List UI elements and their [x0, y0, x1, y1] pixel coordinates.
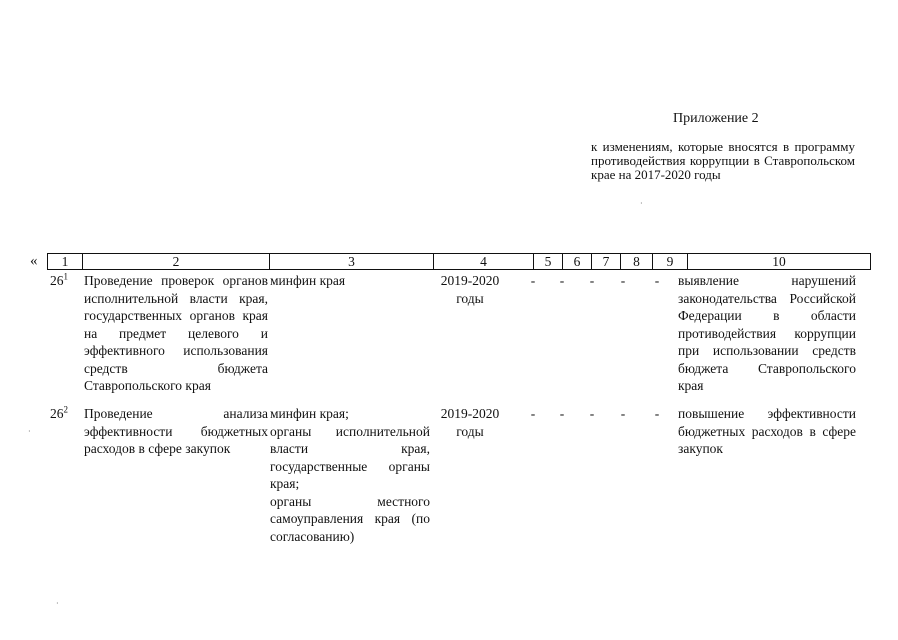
- appendix-subtitle: к изменениям, которые вносятся в программу противодействия коррупции в Ставропольском крае на 2017-2020 годы: [591, 139, 855, 182]
- column-header: 6: [562, 254, 591, 269]
- result-cell: выявление нарушений законодательства Российской Федерации в области противодействия коррупции при использовании средств бюджета Ставропольского края: [678, 273, 856, 393]
- column-header: 1: [61, 254, 69, 269]
- empty-value-dash: -: [530, 273, 536, 288]
- column-header: 2: [82, 254, 269, 269]
- result-cell: повышение эффективности бюджетных расходов в сфере закупок: [678, 406, 856, 456]
- table-header-row: [47, 253, 871, 270]
- empty-value-dash: -: [654, 273, 660, 288]
- column-header: 9: [652, 254, 687, 269]
- empty-value-dash: -: [620, 273, 626, 288]
- executor-cell: [270, 405, 430, 545]
- opening-quote: «: [30, 253, 38, 269]
- scan-speck: ·: [640, 199, 643, 208]
- executor-line: органы местного самоуправления края (по согласованию): [270, 493, 430, 544]
- empty-value-dash: -: [559, 273, 565, 288]
- column-header: 5: [533, 254, 562, 269]
- row-number: $26^2$: [50, 404, 68, 421]
- executor-line: минфин края: [270, 273, 346, 288]
- column-header: 3: [269, 254, 433, 269]
- column-header: 7: [591, 254, 620, 269]
- column-header: 10: [687, 254, 870, 269]
- empty-value-dash: -: [620, 406, 626, 421]
- row-number: $26^1$: [50, 271, 68, 288]
- empty-value-dash: -: [559, 406, 565, 421]
- column-header: 8: [620, 254, 652, 269]
- appendix-title: Приложение 2: [673, 111, 759, 126]
- measure-cell: Проведение проверок органов исполнительной власти края, государственных органов края на предмет целевого и эффективного использования средств бюджета Ставропольского края: [84, 273, 268, 393]
- period-cell: 2019-2020 годы: [440, 273, 500, 306]
- column-header: 4: [433, 254, 533, 269]
- executor-line: минфин края;: [270, 406, 349, 421]
- empty-value-dash: -: [589, 406, 595, 421]
- empty-value-dash: -: [654, 406, 660, 421]
- empty-value-dash: -: [530, 406, 536, 421]
- scan-speck: ·: [28, 427, 31, 436]
- executor-cell: [270, 272, 430, 290]
- scan-speck: ·: [56, 599, 59, 608]
- executor-line: органы исполнительной власти края, государственные органы края;: [270, 423, 430, 491]
- period-cell: 2019-2020 годы: [440, 406, 500, 439]
- empty-value-dash: -: [589, 273, 595, 288]
- measure-cell: Проведение анализа эффективности бюджетных расходов в сфере закупок: [84, 406, 268, 456]
